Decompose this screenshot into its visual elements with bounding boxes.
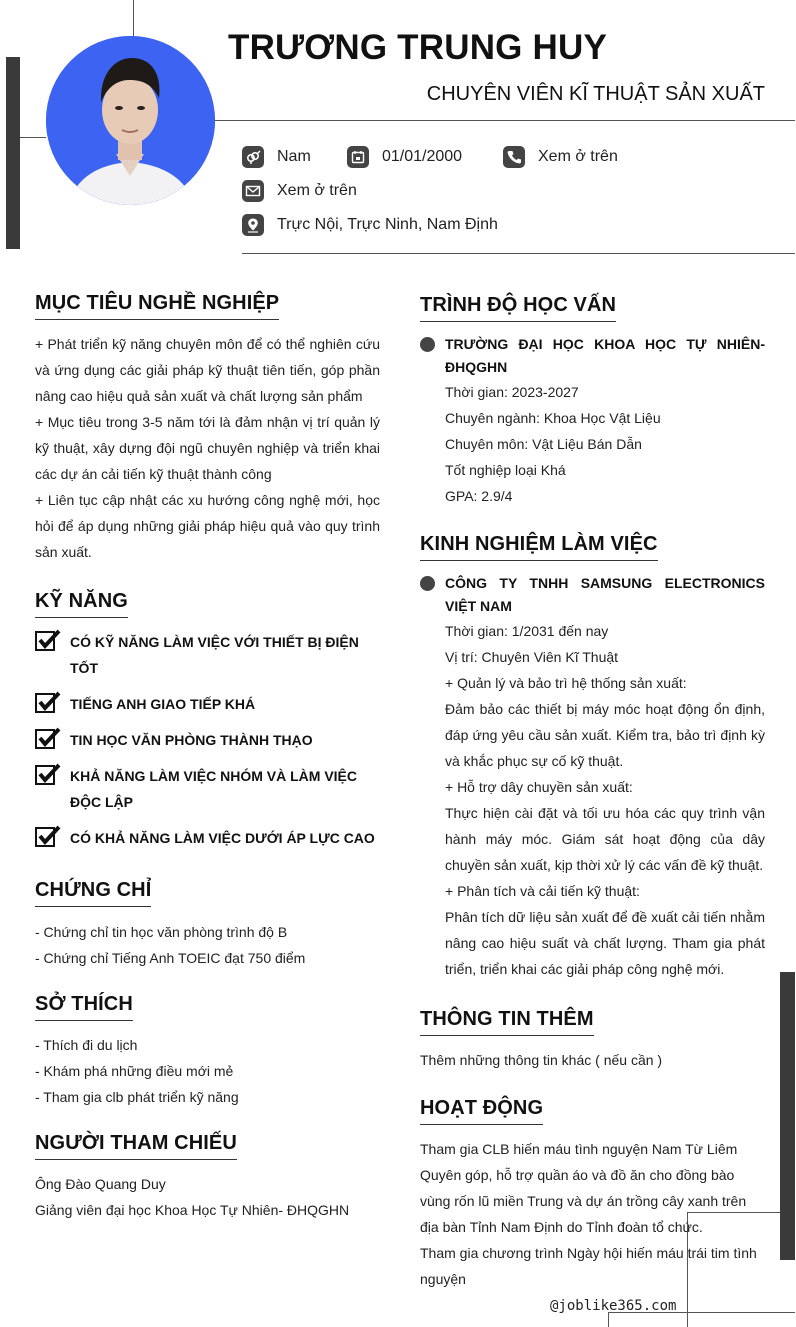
email-value: Xem ở trên [277,182,357,199]
location-icon [242,214,264,236]
task-description: Thực hiện cài đặt và tối ưu hóa các quy trình vận hành máy móc. Giám sát hoạt động của dây chuyền sản xuất, kịp thời xử lý các vấn đề kỹ thuật. [445,805,765,873]
skill-item [35,629,380,681]
reference-item: Ông Đào Quang Duy [35,1176,166,1192]
left-accent-bar [6,57,20,249]
skill-label: CÓ KỸ NĂNG LÀM VIỆC VỚI THIẾT BỊ ĐIỆN TỐT [70,634,359,676]
task-description: Đảm bảo các thiết bị máy móc hoạt động ổn định, đáp ứng yêu cầu sản xuất. Kiểm tra, bảo trì định kỳ và khắc phục sự cố kỹ thuật. [445,701,765,769]
extra-text: Thêm những thông tin khác ( nếu cần ) [420,1052,663,1068]
objective-title: MỤC TIÊU NGHỀ NGHIỆP [35,292,279,320]
avatar [46,36,215,205]
education-section [420,294,765,509]
activity-item: Tham gia CLB hiến máu tình nguyện Nam Từ Liêm [420,1141,738,1157]
candidate-name: TRƯƠNG TRUNG HUY [228,28,608,67]
gender-info [242,146,311,168]
watermark: @joblike365.com [550,1298,677,1314]
extra-title: THÔNG TIN THÊM [420,1008,594,1036]
activity-item: Tham gia chương trình Ngày hội hiến máu trái tim tình nguyện [420,1245,757,1287]
activities-section [420,1097,765,1292]
birthday-info [347,146,462,168]
skills-section [35,590,380,851]
activity-item: Quyên góp, hỗ trợ quần áo và đồ ăn cho đồng bào vùng rốn lũ miền Trung và dự án trồng cây xanh trên địa bàn Tỉnh Nam Định do Tỉnh đoàn tổ chức. [420,1167,747,1235]
task-heading: + Phân tích và cải tiến kỹ thuật: [445,883,640,899]
envelope-icon [242,180,264,202]
references-section [35,1132,380,1223]
experience-position: Vị trí: Chuyên Viên Kĩ Thuật [445,649,619,665]
email-info [242,180,357,202]
top-vertical-line [133,0,134,36]
calendar-icon [347,146,369,168]
activities-title: HOẠT ĐỘNG [420,1097,543,1125]
gender-icon [242,146,264,168]
education-title: TRÌNH ĐỘ HỌC VẤN [420,294,616,322]
phone-icon [503,146,525,168]
skill-label: KHẢ NĂNG LÀM VIỆC NHÓM VÀ LÀM VIỆC ĐỘC LẬP [70,768,357,810]
bottom-frame-vertical-2 [608,1312,609,1327]
certificates-title: CHỨNG CHỈ [35,879,151,907]
skill-label: TIẾNG ANH GIAO TIẾP KHÁ [70,696,256,712]
checkbox-check-icon [35,825,61,847]
header-divider-bottom [242,253,795,254]
objective-section [35,292,380,565]
extra-section [420,1008,765,1073]
skill-item [35,825,380,851]
reference-item: Giảng viên đại học Khoa Học Tự Nhiên- ĐHQGHN [35,1202,350,1218]
skills-title: KỸ NĂNG [35,590,128,618]
hobby-item: - Tham gia clb phát triển kỹ năng [35,1089,239,1105]
references-title: NGƯỜI THAM CHIẾU [35,1132,237,1160]
bullet-dot [420,337,435,352]
gender-value: Nam [277,148,311,165]
education-entry [420,333,765,379]
hobby-item: - Thích đi du lịch [35,1037,138,1053]
checkbox-check-icon [35,763,61,785]
objective-paragraph: + Liên tục cập nhật các xu hướng công nghệ mới, học hỏi để áp dụng những giải pháp hiệu quả vào quy trình sản xuất. [35,492,380,560]
bullet-dot [420,576,435,591]
skill-label: TIN HỌC VĂN PHÒNG THÀNH THẠO [70,732,313,748]
education-detail: Chuyên môn: Vật Liệu Bán Dẫn [445,436,642,452]
company-name: CÔNG TY TNHH SAMSUNG ELECTRONICS VIỆT NAM [445,575,765,614]
experience-entry [420,572,765,618]
header-divider-top [215,120,795,121]
experience-time: Thời gian: 1/2031 đến nay [445,623,609,639]
education-detail: Thời gian: 2023-2027 [445,384,579,400]
hobbies-title: SỞ THÍCH [35,993,133,1021]
skill-label: CÓ KHẢ NĂNG LÀM VIỆC DƯỚI ÁP LỰC CAO [70,830,375,846]
job-title: CHUYÊN VIÊN KĨ THUẬT SẢN XUẤT [426,83,765,105]
certificates-section [35,879,380,971]
left-column [35,292,380,1223]
education-detail: Chuyên ngành: Khoa Học Vật Liệu [445,410,661,426]
certificate-item: - Chứng chỉ Tiếng Anh TOEIC đạt 750 điểm [35,950,306,966]
task-heading: + Hỗ trợ dây chuyền sản xuất: [445,779,633,795]
task-heading: + Quản lý và bảo trì hệ thống sản xuất: [445,675,687,691]
address-value: Trực Nội, Trực Ninh, Nam Định [277,216,498,233]
birthday-value: 01/01/2000 [382,148,463,165]
certificate-item: - Chứng chỉ tin học văn phòng trình độ B [35,924,288,940]
right-column [420,294,765,1292]
education-detail: GPA: 2.9/4 [445,488,513,504]
experience-section [420,533,765,982]
phone-info [503,146,618,168]
experience-title: KINH NGHIỆM LÀM VIỆC [420,533,658,561]
phone-value: Xem ở trên [538,148,618,165]
skill-item [35,691,380,717]
hobby-item: - Khám phá những điều mới mẻ [35,1063,234,1079]
skill-item [35,727,380,753]
objective-paragraph: + Phát triển kỹ năng chuyên môn để có thể nghiên cứu và ứng dụng các giải pháp kỹ thuật tiên tiến, góp phần nâng cao hiệu quả sản xuất và chất lượng sản phẩm [35,336,380,404]
objective-paragraph: + Mục tiêu trong 3-5 năm tới là đảm nhận vị trí quản lý kỹ thuật, xây dựng đội ngũ chuyên nghiệp và triển khai các dự án cải tiến kỹ thuật thành công [35,414,380,482]
checkbox-check-icon [35,727,61,749]
checkbox-check-icon [35,691,61,713]
left-horizontal-line [20,137,46,138]
education-detail: Tốt nghiệp loại Khá [445,462,566,478]
checkbox-check-icon [35,629,61,651]
task-description: Phân tích dữ liệu sản xuất để đề xuất cải tiến nhằm nâng cao hiệu suất và chất lượng. Tham gia phát triển, triển khai các giải pháp công nghệ mới. [445,909,765,977]
address-info [242,214,498,236]
right-accent-bar [780,972,795,1260]
hobbies-section [35,993,380,1110]
skill-item [35,763,380,815]
school-name: TRƯỜNG ĐẠI HỌC KHOA HỌC TỰ NHIÊN-ĐHQGHN [445,336,765,375]
